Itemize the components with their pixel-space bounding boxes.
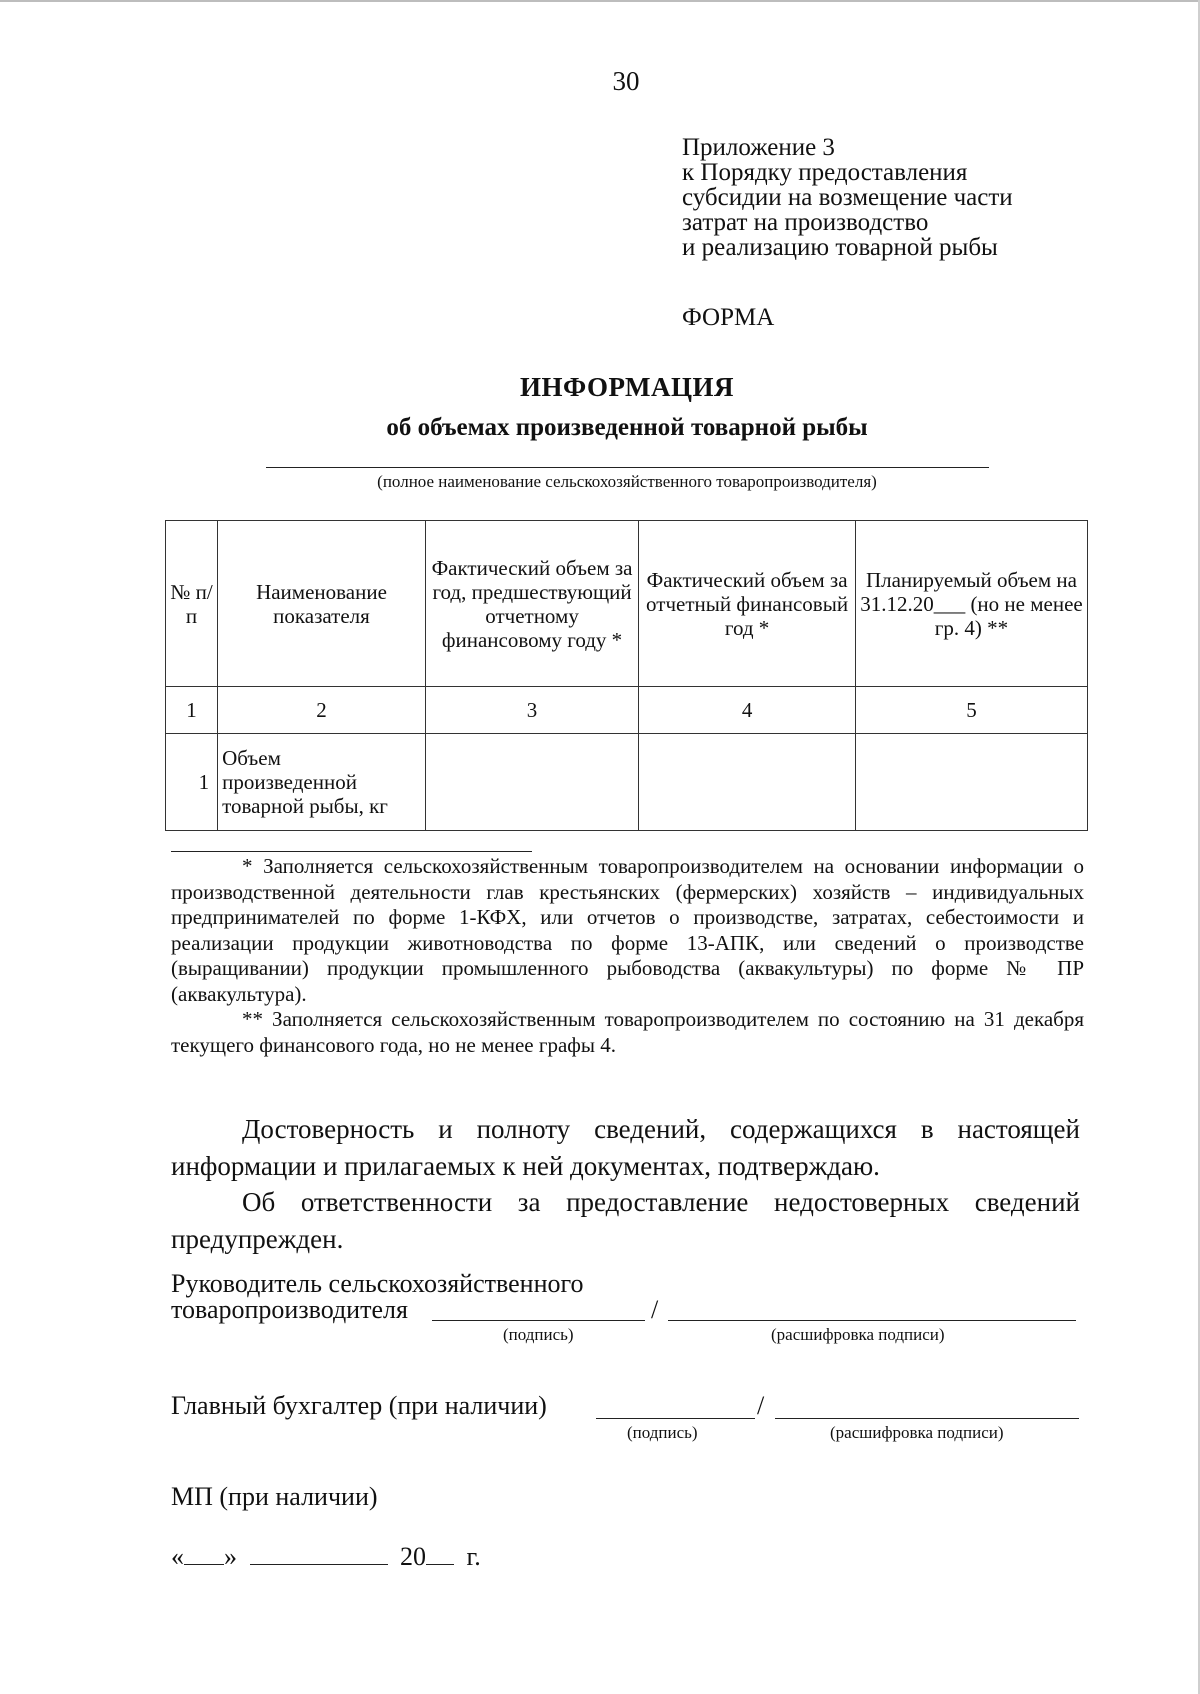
date-open-quote: « bbox=[171, 1542, 184, 1571]
column-number: 1 bbox=[166, 687, 218, 734]
row-number: 1 bbox=[166, 734, 218, 831]
footnote-divider bbox=[171, 851, 532, 852]
confirmation-paragraph-1: Достоверность и полноту сведений, содержащихся в настоящей информации и прилагаемых к ней документах, подтверждаю. bbox=[171, 1114, 1080, 1181]
date-month-field[interactable] bbox=[250, 1540, 388, 1565]
table-row bbox=[166, 734, 1088, 831]
date-day-field[interactable] bbox=[184, 1540, 224, 1565]
date-close-quote: » bbox=[224, 1542, 237, 1571]
header-cell-reporting-year: Фактический объем за отчетный финансовый год * bbox=[639, 521, 856, 687]
header-cell-number: № п/п bbox=[166, 521, 218, 687]
appendix-line: субсидии на возмещение части bbox=[682, 184, 1013, 211]
head-title-line-1: Руководитель сельскохозяйственного bbox=[171, 1269, 584, 1298]
footnote-1: * Заполняется сельскохозяйственным товаропроизводителем на основании информации о производственной деятельности глав крестьянских (фермерских) хозяйств – индивидуальных предпринимателей по форме 1-КФХ, или отчетов о производстве, затратах, себестоимости и реализации продукции животноводства по форме 13-АПК, или сведений о производстве (выращивании) продукции промышленного рыбоводства (аквакультуры) по форме № ПР (аквакультура). bbox=[171, 854, 1084, 1006]
page-edge-top bbox=[0, 0, 1200, 2]
column-number: 5 bbox=[855, 687, 1087, 734]
confirmation-paragraph-2: Об ответственности за предоставление недостоверных сведений предупрежден. bbox=[171, 1187, 1080, 1254]
column-number: 3 bbox=[425, 687, 638, 734]
page-number: 30 bbox=[612, 66, 640, 96]
appendix-line: к Порядку предоставления bbox=[682, 159, 968, 186]
footnote-2: ** Заполняется сельскохозяйственным товаропроизводителем по состоянию на 31 декабря текущего финансового года, но не менее графы 4. bbox=[171, 1007, 1084, 1057]
date-year-field[interactable] bbox=[426, 1540, 454, 1565]
head-signature-hint: (подпись) bbox=[503, 1325, 574, 1344]
document-subtitle: об объемах произведенной товарной рыбы bbox=[386, 414, 868, 441]
accountant-signature-field[interactable] bbox=[596, 1418, 755, 1419]
column-number: 2 bbox=[218, 687, 426, 734]
reporting-year-volume-field[interactable] bbox=[639, 734, 856, 831]
column-number: 4 bbox=[639, 687, 856, 734]
column-numbers-row bbox=[166, 687, 1088, 734]
form-label: ФОРМА bbox=[682, 304, 775, 331]
producer-name-hint: (полное наименование сельскохозяйственного товаропроизводителя) bbox=[377, 472, 877, 491]
confirmation-text bbox=[171, 1111, 1080, 1257]
header-cell-planned: Планируемый объем на 31.12.20___ (но не менее гр. 4) ** bbox=[855, 521, 1087, 687]
document-title: ИНФОРМАЦИЯ bbox=[520, 372, 734, 402]
date-year-suffix: г. bbox=[466, 1542, 481, 1571]
appendix-line: затрат на производство bbox=[682, 209, 929, 236]
chief-accountant-label: Главный бухгалтер (при наличии) bbox=[171, 1391, 547, 1420]
accountant-signature-separator: / bbox=[757, 1391, 765, 1420]
appendix-line: и реализацию товарной рыбы bbox=[682, 234, 998, 261]
table-header-row bbox=[166, 521, 1088, 687]
date-row bbox=[171, 1540, 481, 1572]
header-cell-previous-year: Фактический объем за год, предшествующий отчетному финансовому году * bbox=[425, 521, 638, 687]
footnotes bbox=[171, 854, 1084, 1058]
header-cell-indicator-name: Наименование показателя bbox=[218, 521, 426, 687]
previous-year-volume-field[interactable] bbox=[425, 734, 638, 831]
head-signature-separator: / bbox=[651, 1295, 659, 1324]
row-indicator-name: Объем произведенной товарной рыбы, кг bbox=[218, 734, 426, 831]
information-table bbox=[165, 520, 1088, 831]
producer-name-field[interactable] bbox=[266, 467, 989, 468]
accountant-decoding-hint: (расшифровка подписи) bbox=[830, 1423, 1004, 1442]
planned-volume-field[interactable] bbox=[855, 734, 1087, 831]
accountant-signature-decoding-field[interactable] bbox=[775, 1418, 1079, 1419]
appendix-line: Приложение 3 bbox=[682, 134, 835, 161]
stamp-label: МП (при наличии) bbox=[171, 1482, 378, 1511]
date-year-prefix: 20 bbox=[400, 1542, 426, 1571]
appendix-header bbox=[682, 135, 1013, 260]
head-title-line-2: товаропроизводителя bbox=[171, 1295, 408, 1324]
head-decoding-hint: (расшифровка подписи) bbox=[771, 1325, 945, 1344]
accountant-signature-hint: (подпись) bbox=[627, 1423, 698, 1442]
head-signature-field[interactable] bbox=[432, 1320, 645, 1321]
head-signature-decoding-field[interactable] bbox=[668, 1320, 1076, 1321]
